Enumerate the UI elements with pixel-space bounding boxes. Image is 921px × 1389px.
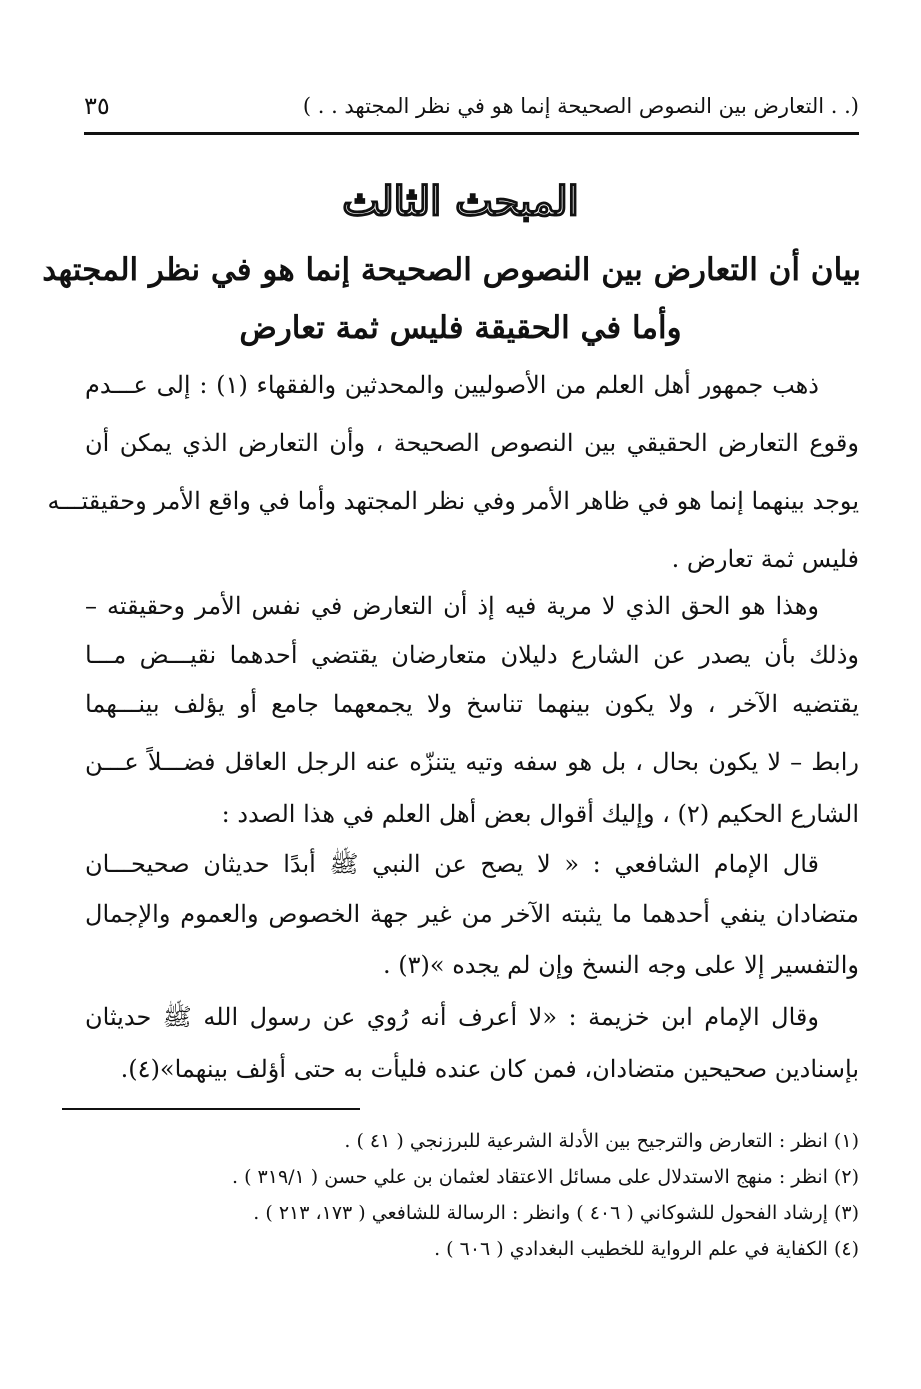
body-line: وذلك بأن يصدر عن الشارع دليلان متعارضان يقتضي أحدهما نقيـــض مـــا [85, 641, 859, 669]
running-title: (. . التعارض بين النصوص الصحيحة إنما هو في نظر المجتهد . . ) [302, 94, 859, 118]
body-line: متضادان ينفي أحدهما ما يثبته الآخر من غير جهة الخصوص والعموم والإجمال [85, 900, 859, 928]
body-line: بإسنادين صحيحين متضادان، فمن كان عنده فليأت به حتى أؤلف بينهما»(٤). [120, 1055, 859, 1083]
section-title: المبحث الثالث [342, 178, 579, 225]
footnote: (١) انظر : التعارض والترجيح بين الأدلة الشرعية للبرزنجي ( ٤١ ) . [344, 1130, 859, 1152]
body-line: قال الإمام الشافعي : « لا يصح عن النبي ﷺ أبدًا حديثان صحيحـــان [85, 850, 819, 878]
section-subtitle-line-1: بيان أن التعارض بين النصوص الصحيحة إنما هو في نظر المجتهد [42, 252, 861, 288]
body-line: يوجد بينهما إنما هو في ظاهر الأمر وفي نظر المجتهد وأما في واقع الأمر وحقيقتـــه [47, 487, 859, 515]
body-line: يقتضيه الآخر ، ولا يكون بينهما تناسخ ولا يجمعهما جامع أو يؤلف بينـــهما [85, 690, 859, 718]
page-number: ٣٥ [84, 92, 110, 120]
body-line: وقوع التعارض الحقيقي بين النصوص الصحيحة ، وأن التعارض الذي يمكن أن [85, 429, 859, 457]
body-line: ذهب جمهور أهل العلم من الأصوليين والمحدثين والفقهاء (١) : إلى عـــدم [85, 371, 819, 399]
body-line: رابط – لا يكون بحال ، بل هو سفه وتيه يتنزّه عنه الرجل العاقل فضـــلاً عـــن [85, 748, 859, 776]
section-subtitle-line-2: وأما في الحقيقة فليس ثمة تعارض [239, 310, 682, 346]
page-header [84, 92, 859, 135]
body-line: وهذا هو الحق الذي لا مرية فيه إذ أن التعارض في نفس الأمر وحقيقته – [85, 592, 819, 620]
footnote: (٢) انظر : منهج الاستدلال على مسائل الاعتقاد لعثمان بن علي حسن ( ٣١٩/١ ) . [232, 1166, 859, 1188]
footnote: (٤) الكفاية في علم الرواية للخطيب البغدادي ( ٦٠٦ ) . [434, 1238, 859, 1260]
body-line: والتفسير إلا على وجه النسخ وإن لم يجده »(٣) . [383, 951, 859, 979]
footnote-divider [62, 1108, 360, 1110]
body-line: الشارع الحكيم (٢) ، وإليك أقوال بعض أهل العلم في هذا الصدد : [221, 800, 859, 828]
footnote: (٣) إرشاد الفحول للشوكاني ( ٤٠٦ ) وانظر : الرسالة للشافعي ( ١٧٣، ٢١٣ ) . [253, 1202, 859, 1224]
body-line: وقال الإمام ابن خزيمة : «لا أعرف أنه رُوي عن رسول الله ﷺ حديثان [85, 1003, 819, 1031]
body-line: فليس ثمة تعارض . [671, 545, 859, 573]
